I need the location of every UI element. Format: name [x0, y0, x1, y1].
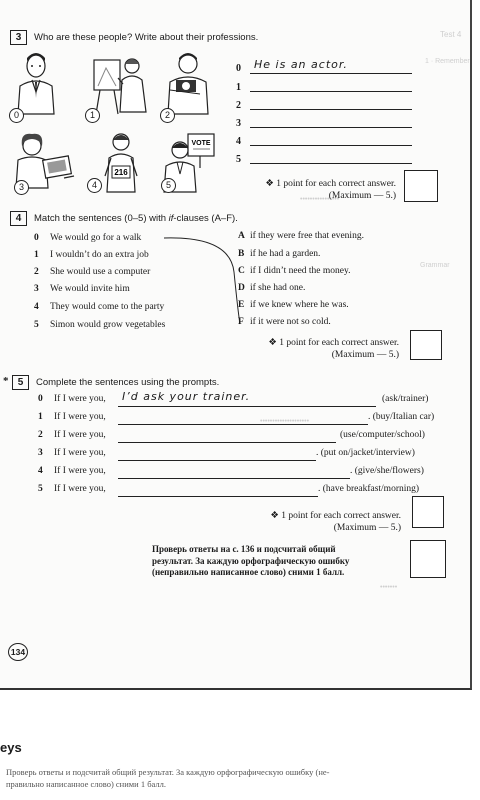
prompt-row-4: 4 If I were you,	[38, 466, 106, 476]
picture-label: 0	[9, 108, 24, 123]
painter-picture	[90, 52, 150, 116]
answer-line-4[interactable]	[250, 134, 412, 146]
picture-label: 1	[85, 108, 100, 123]
keys-heading: eys	[0, 740, 22, 755]
vote-sign: VOTE	[191, 140, 211, 147]
bleed-through-text: •••••••	[380, 584, 398, 591]
star-mark: *	[3, 375, 9, 387]
next-page-fragment	[0, 692, 480, 800]
bleed-through-text: ••••••••••••••••••••	[260, 418, 310, 425]
answer-number: 0	[236, 63, 241, 74]
prompt-label: . (give/she/flowers)	[350, 466, 424, 476]
clause-e[interactable]: E if we knew where he was.	[238, 300, 349, 310]
score-rule: ❖ 1 point for each correct answer. (Maximum — 5.)	[268, 338, 399, 360]
answer-number: 1	[236, 82, 241, 93]
sentence-5: 5 Simon would grow vegetables	[34, 320, 166, 330]
sentence-4: 4 They would come to the party	[34, 302, 165, 312]
prompt-row-1: 1 If I were you,	[38, 412, 106, 422]
prompt-label: (ask/trainer)	[382, 394, 429, 404]
answer-line-5[interactable]	[118, 486, 318, 497]
score-rule: ❖ 1 point for each correct answer. (Maximum — 5.)	[270, 511, 401, 533]
sentence-2: 2 She would use a computer	[34, 267, 151, 277]
exercise-5-number: 5	[12, 375, 29, 390]
bleed-through-text: ••••••••••••••••	[300, 196, 340, 203]
keys-instructions: Проверь ответы и подсчитай общий результат. За каждую орфографическую ошибку (не- правильно написанное слово) сними 1 балл.	[6, 767, 330, 789]
picture-label: 2	[160, 108, 175, 123]
prompt-label: . (have breakfast/morning)	[318, 484, 420, 494]
prompt-row-0: 0 If I were you,	[38, 394, 106, 404]
check-instructions: Проверь ответы на с. 136 и подсчитай общий результат. За каждую орфографическую ошибку (неправильно написанное слово) сними 1 балл.	[152, 544, 350, 577]
bleed-through-text: 1 · Remember	[425, 58, 470, 65]
answer-line-2[interactable]	[118, 432, 336, 443]
exercise-4-number: 4	[10, 211, 27, 226]
prompt-label: . (buy/Italian car)	[368, 412, 435, 422]
answer-number: 2	[236, 100, 241, 111]
answer-line-1[interactable]	[250, 80, 412, 92]
exercise-4-instruction: Match the sentences (0–5) with if-clauses (A–F).	[34, 213, 238, 224]
score-box-ex5[interactable]	[412, 496, 444, 528]
photographer-picture	[160, 50, 216, 116]
picture-label: 5	[161, 178, 176, 193]
prompt-row-3: 3 If I were you,	[38, 448, 106, 458]
exercise-3-instruction: Who are these people? Write about their professions.	[34, 32, 259, 43]
exercise-5-instruction: Complete the sentences using the prompts.	[36, 377, 220, 388]
answer-line-4[interactable]	[118, 468, 350, 479]
example-match-line	[160, 232, 250, 332]
score-box-ex4[interactable]	[410, 330, 442, 360]
page-number: 134	[8, 643, 28, 661]
answer-line-5[interactable]	[250, 152, 412, 164]
picture-label: 3	[14, 180, 29, 195]
exercise-3-number: 3	[10, 30, 27, 45]
total-score-box[interactable]	[410, 540, 446, 578]
prompt-row-2: 2 If I were you,	[38, 430, 106, 440]
score-box-ex3[interactable]	[404, 170, 438, 202]
example-answer: I’d ask your trainer.	[122, 390, 251, 403]
answer-line-3[interactable]	[250, 116, 412, 128]
actor-picture	[10, 52, 62, 116]
sentence-1: 1 I wouldn’t do an extra job	[34, 250, 149, 260]
answer-line-3[interactable]	[118, 450, 316, 461]
clause-c[interactable]: C if I didn’t need the money.	[238, 266, 351, 276]
prompt-label: (use/computer/school)	[340, 430, 425, 440]
bleed-through-text: Grammar	[420, 262, 450, 269]
clause-d[interactable]: D if she had one.	[238, 283, 306, 293]
sentence-0: 0 We would go for a walk	[34, 233, 142, 243]
score-rule: ❖ 1 point for each correct answer. (Maximum — 5.)	[265, 179, 396, 201]
answer-number: 4	[236, 136, 241, 147]
answer-number: 3	[236, 118, 241, 129]
clause-b[interactable]: B if he had a garden.	[238, 249, 321, 259]
runner-number: 216	[114, 168, 128, 177]
answer-line-1[interactable]	[118, 414, 368, 425]
prompt-row-5: 5 If I were you,	[38, 484, 106, 494]
clause-a[interactable]: A if they were free that evening.	[238, 231, 364, 241]
clause-f[interactable]: F if it were not so cold.	[238, 317, 331, 327]
athlete-picture	[95, 130, 145, 194]
example-answer: He is an actor.	[254, 58, 348, 71]
prompt-label: . (put on/jacket/interview)	[316, 448, 415, 458]
sentence-3: 3 We would invite him	[34, 284, 130, 294]
picture-label: 4	[87, 178, 102, 193]
answer-number: 5	[236, 154, 241, 165]
bleed-through-text: Test 4	[440, 30, 462, 39]
answer-line-2[interactable]	[250, 98, 412, 110]
